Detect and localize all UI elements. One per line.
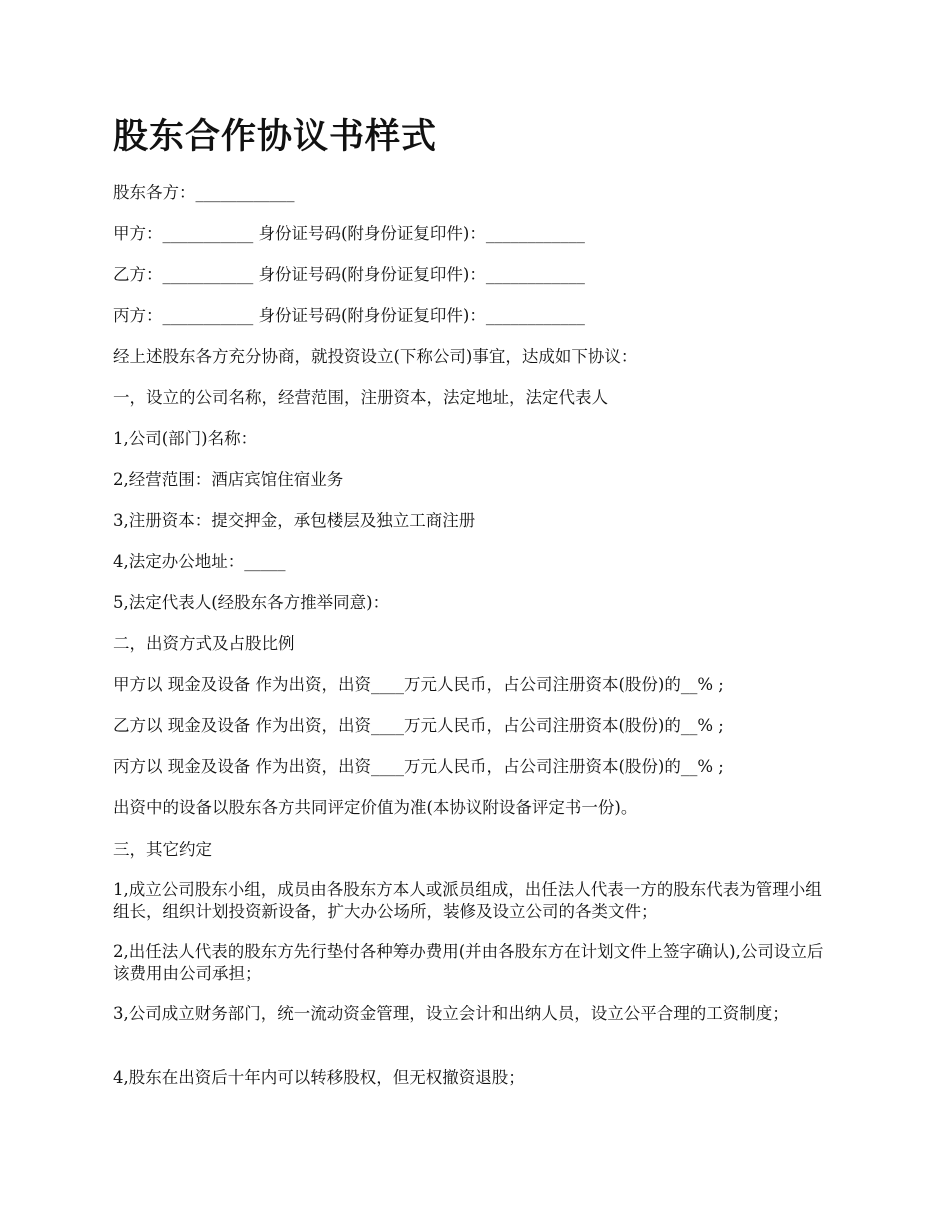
other-clause-1: 1,成立公司股东小组，成员由各股东方本人或派员组成，出任法人代表一方的股东代表为管理小组组长，组织计划投资新设备，扩大办公场所，装修及设立公司的各类文件；	[113, 880, 822, 921]
section-2-heading: 二，出资方式及占股比例	[113, 634, 295, 653]
equipment-valuation-note: 出资中的设备以股东各方共同评定价值为准(本协议附设备评定书一份)。	[113, 798, 638, 817]
other-clause-2: 2,出任法人代表的股东方先行垫付各种筹办费用(并由各股东方在计划文件上签字确认),公司设立后该费用由公司承担；	[113, 942, 824, 983]
document-title: 股东合作协议书样式	[113, 116, 438, 157]
clause-legal-representative: 5,法定代表人(经股东各方推举同意)：	[113, 593, 390, 612]
preamble-paragraph: 经上述股东各方充分协商，就投资设立(下称公司)事宜，达成如下协议：	[113, 347, 638, 366]
section-1-heading: 一，设立的公司名称，经营范围，注册资本，法定地址，法定代表人	[113, 388, 608, 407]
party-c-line: 丙方：___________ 身份证号码(附身份证复印件)：____________	[113, 306, 585, 325]
party-a-line: 甲方：___________ 身份证号码(附身份证复印件)：____________	[113, 224, 585, 243]
clause-registered-capital: 3,注册资本：提交押金，承包楼层及独立工商注册	[113, 511, 476, 530]
other-clause-3: 3,公司成立财务部门，统一流动资金管理，设立会计和出纳人员，设立公平合理的工资制度；	[113, 1004, 789, 1023]
party-c-contribution: 丙方以 现金及设备 作为出资，出资____万元人民币，占公司注册资本(股份)的__% ;	[113, 757, 724, 776]
section-3-heading: 三，其它约定	[113, 840, 212, 859]
clause-office-address: 4,法定办公地址：_____	[113, 552, 286, 571]
party-a-contribution: 甲方以 现金及设备 作为出资，出资____万元人民币，占公司注册资本(股份)的__% ;	[113, 675, 724, 694]
party-b-contribution: 乙方以 现金及设备 作为出资，出资____万元人民币，占公司注册资本(股份)的__% ;	[113, 716, 724, 735]
party-b-line: 乙方：___________ 身份证号码(附身份证复印件)：____________	[113, 265, 585, 284]
other-clause-4: 4,股东在出资后十年内可以转移股权，但无权撤资退股；	[113, 1068, 525, 1087]
clause-business-scope: 2,经营范围：酒店宾馆住宿业务	[113, 470, 344, 489]
shareholders-line: 股东各方：____________	[113, 183, 295, 202]
clause-company-name: 1,公司(部门)名称：	[113, 429, 258, 448]
